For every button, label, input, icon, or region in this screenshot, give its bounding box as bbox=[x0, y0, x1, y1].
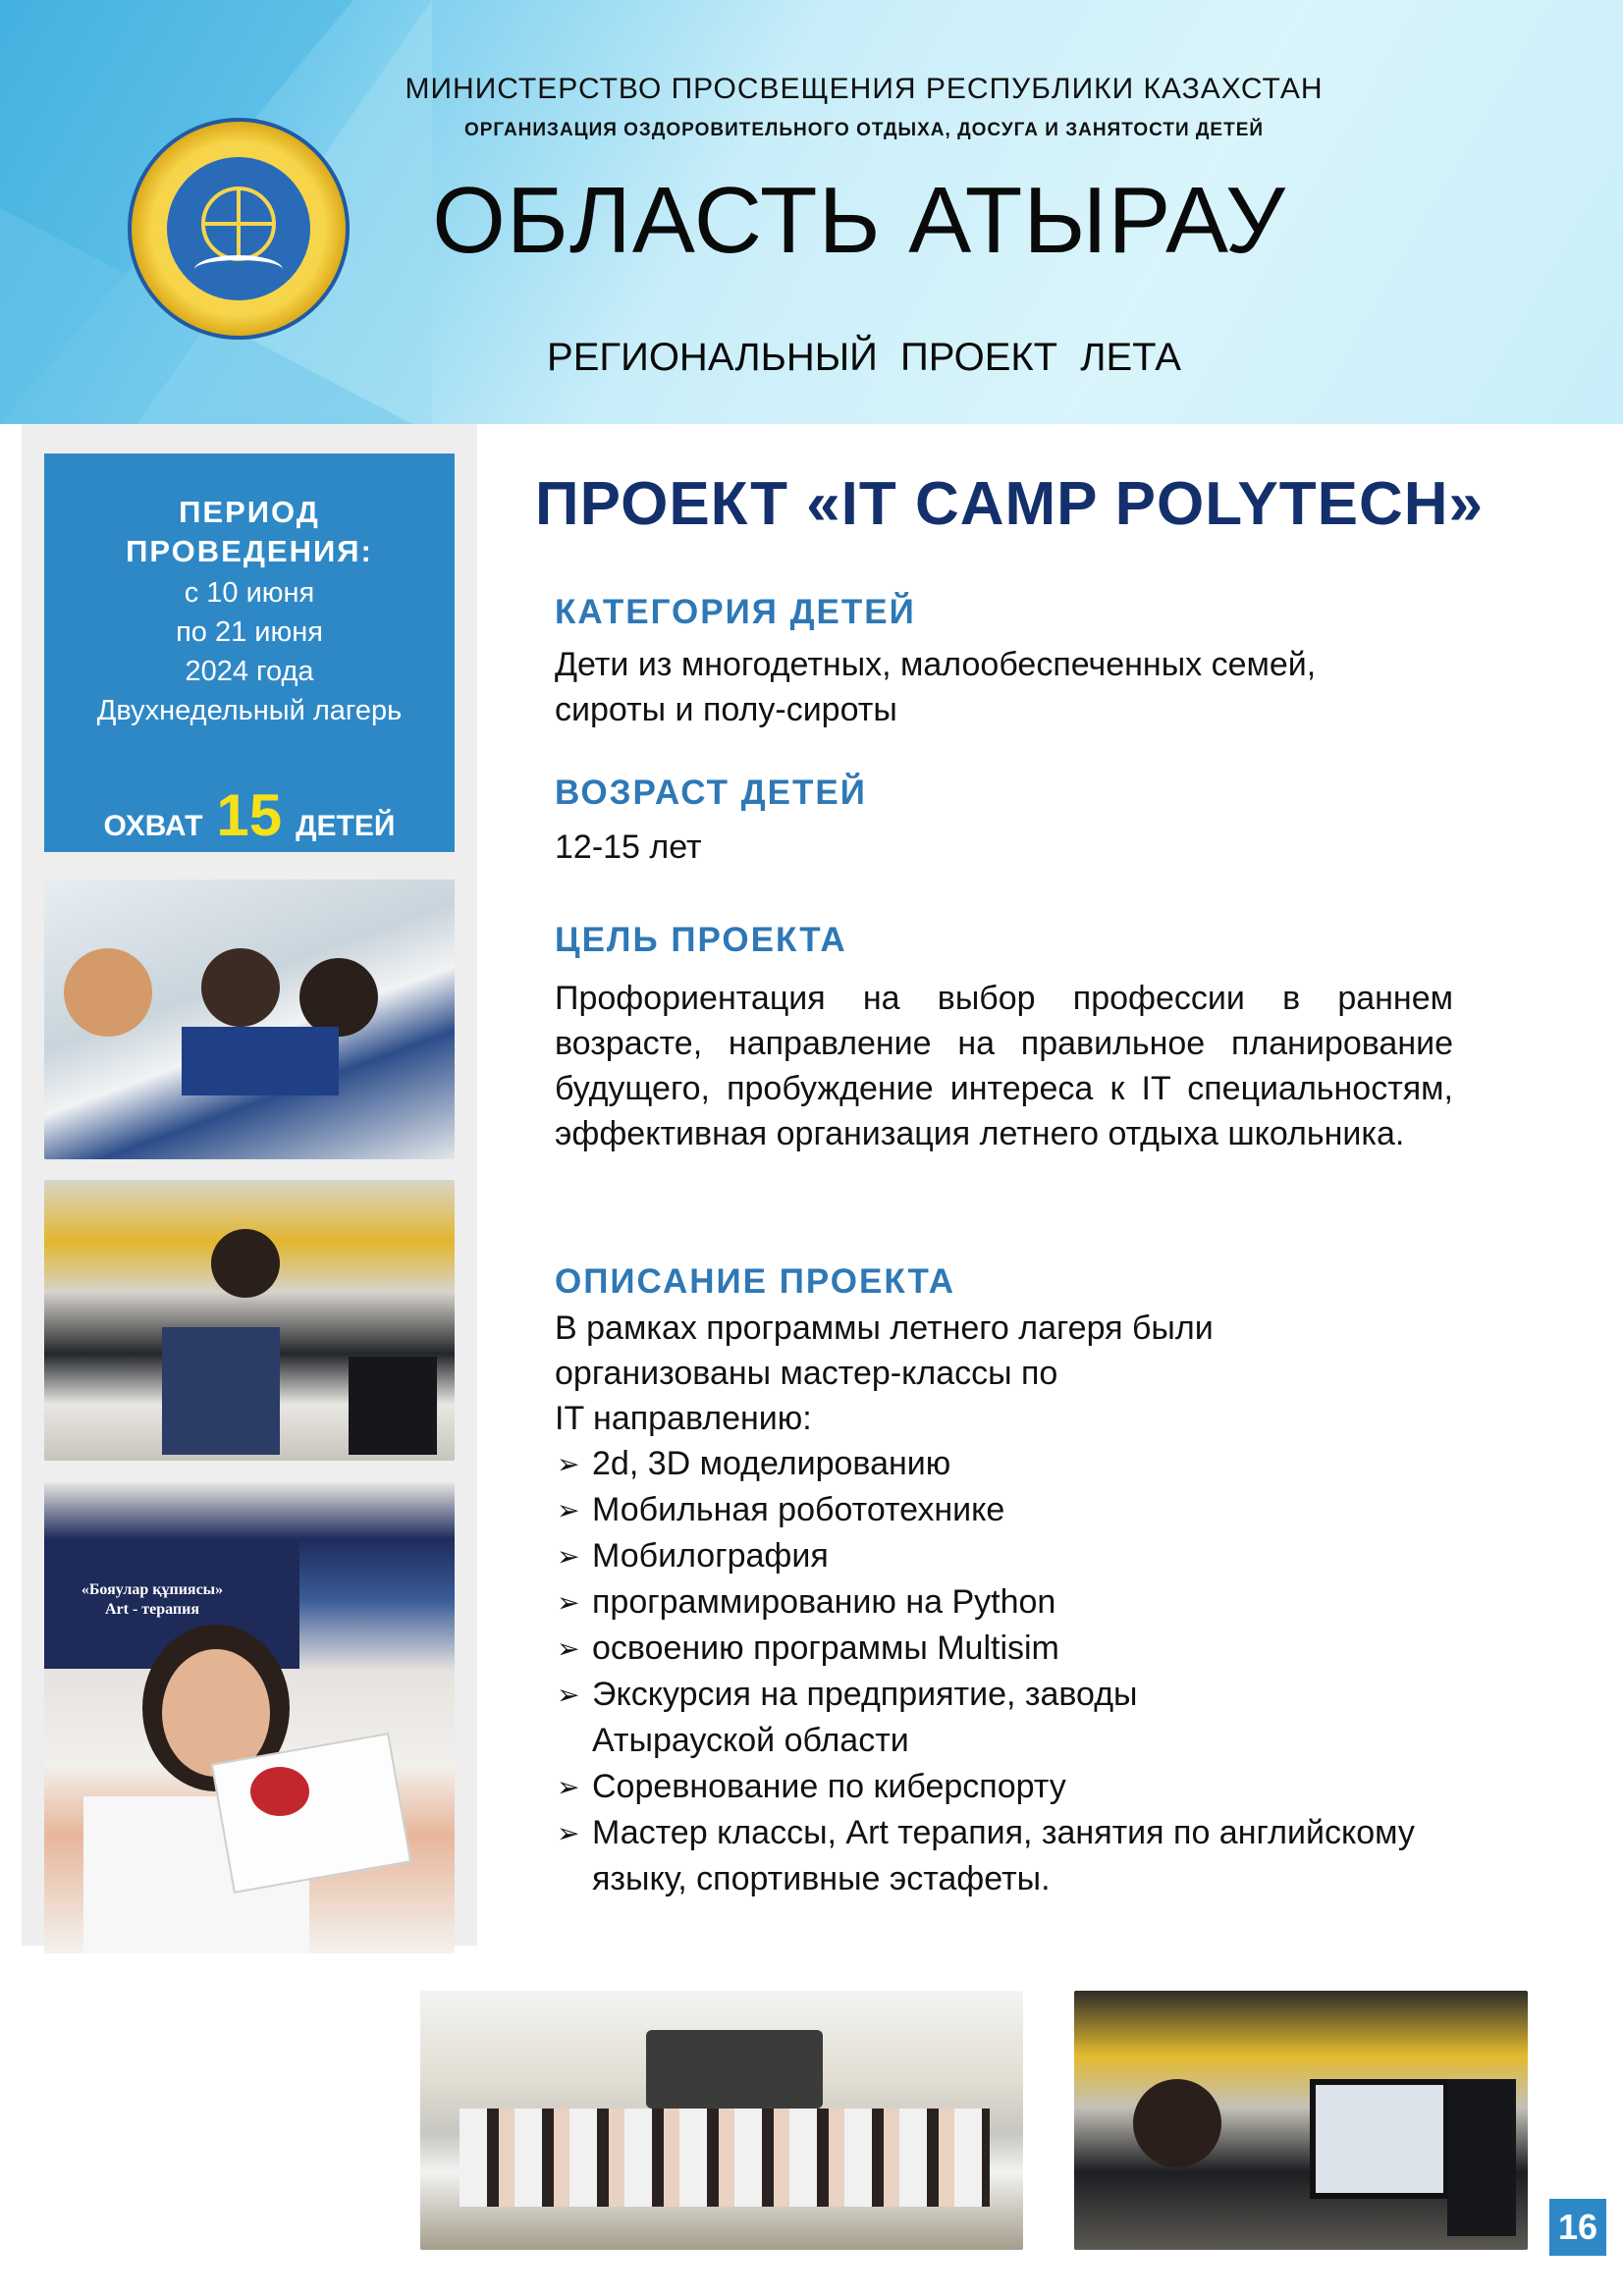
list-item: ➢ Мобильная робототехнике bbox=[555, 1487, 1537, 1533]
goal-text: Профориентация на выбор профессии в раннем возрасте, направление на правильное планирование будущего, пробуждение интереса к IT специальностям, эффективная организация летнего отдыха школьника. bbox=[555, 980, 1453, 1152]
date-from: с 10 июня bbox=[184, 577, 315, 609]
list-item: ➢ 2d, 3D моделированию bbox=[555, 1441, 1537, 1487]
slide-subtitle: Art - терапия bbox=[104, 1601, 200, 1618]
coverage-number: 15 bbox=[216, 782, 283, 848]
organization-name: ОРГАНИЗАЦИЯ ОЗДОРОВИТЕЛЬНОГО ОТДЫХА, ДОСУГА И ЗАНЯТОСТИ ДЕТЕЙ bbox=[463, 120, 1265, 140]
activity-list bbox=[555, 1441, 1537, 1902]
description-line-3: IT направлению: bbox=[555, 1400, 812, 1437]
photo-computer-class bbox=[44, 1180, 455, 1461]
photo-lab bbox=[1074, 1991, 1528, 2250]
list-item: ➢ освоению программы Multisim bbox=[555, 1626, 1537, 1672]
photo-art-therapy bbox=[44, 1482, 455, 1953]
book-icon bbox=[194, 255, 283, 284]
category-heading: КАТЕГОРИЯ ДЕТЕЙ bbox=[555, 593, 916, 631]
description-heading: ОПИСАНИЕ ПРОЕКТА bbox=[555, 1262, 956, 1301]
photo-robotics bbox=[44, 880, 455, 1159]
header-banner bbox=[0, 0, 1623, 424]
region-title: ОБЛАСТЬ АТЫРАУ bbox=[432, 168, 1286, 273]
page-number: 16 bbox=[1549, 2199, 1606, 2256]
period-infobox bbox=[44, 454, 455, 852]
project-subtitle: РЕГИОНАЛЬНЫЙ ПРОЕКТ ЛЕТА bbox=[547, 336, 1181, 379]
description-line-2: организованы мастер-классы по bbox=[555, 1355, 1058, 1392]
goal-heading: ЦЕЛЬ ПРОЕКТА bbox=[555, 921, 847, 959]
ministry-name: МИНИСТЕРСТВО ПРОСВЕЩЕНИЯ РЕСПУБЛИКИ КАЗАХСТАН bbox=[405, 73, 1324, 105]
list-item: ➢ Мобилография bbox=[555, 1533, 1537, 1579]
list-item: ➢ Мастер классы, Art терапия, занятия по английскому языку, спортивные эстафеты. bbox=[555, 1810, 1417, 1902]
age-heading: ВОЗРАСТ ДЕТЕЙ bbox=[555, 774, 867, 812]
year: 2024 года bbox=[185, 656, 314, 687]
globe-icon bbox=[201, 187, 276, 261]
list-item: ➢ Соревнование по киберспорту bbox=[555, 1764, 1537, 1810]
list-item: ➢ программированию на Python bbox=[555, 1579, 1537, 1626]
period-title: ПЕРИОД ПРОВЕДЕНИЯ: bbox=[126, 495, 373, 568]
coverage-label: ОХВАТ bbox=[103, 810, 203, 842]
project-title: ПРОЕКТ «IT CAMP POLYTECH» bbox=[535, 470, 1484, 538]
slide-title: «Бояулар құпиясы» bbox=[81, 1581, 224, 1598]
date-to: по 21 июня bbox=[176, 616, 323, 648]
photo-group bbox=[420, 1991, 1023, 2250]
category-line-2: сироты и полу-сироты bbox=[555, 691, 897, 728]
description-line-1: В рамках программы летнего лагеря были bbox=[555, 1309, 1214, 1347]
coverage-unit: ДЕТЕЙ bbox=[296, 810, 396, 842]
list-item: ➢ Экскурсия на предприятие, заводы Атырауской области bbox=[555, 1672, 1201, 1764]
coverage bbox=[44, 781, 455, 849]
category-line-1: Дети из многодетных, малообеспеченных семей, bbox=[555, 646, 1317, 683]
camp-type: Двухнедельный лагерь bbox=[96, 695, 403, 726]
age-value: 12-15 лет bbox=[555, 828, 702, 866]
